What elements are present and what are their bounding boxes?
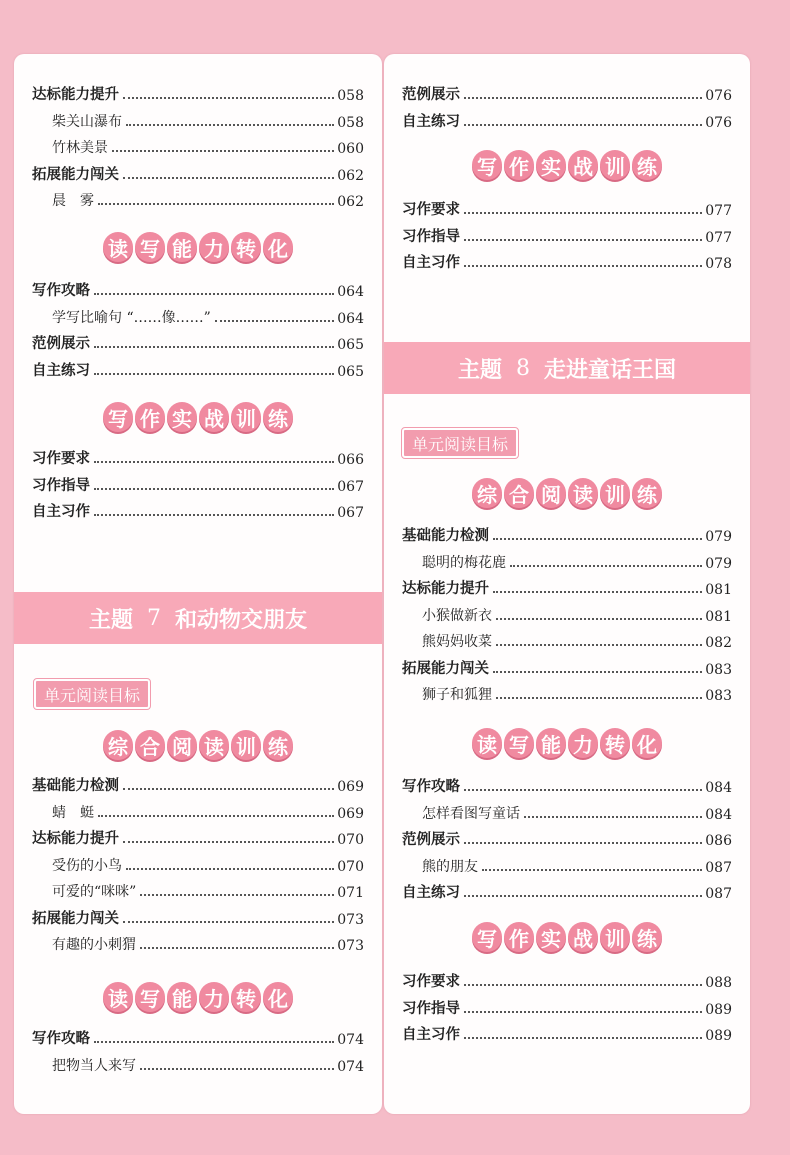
section-heading-char: 训 [600, 478, 630, 508]
toc-entry-page: 076 [705, 88, 732, 104]
dot-leader [140, 947, 334, 949]
toc-entry-title: 习作指导 [402, 228, 460, 245]
toc-entry [32, 80, 364, 104]
toc-entry [32, 771, 364, 795]
toc-entry-page: 065 [337, 363, 364, 380]
toc-entry-title: 达标能力提升 [402, 581, 489, 597]
toc-entry-page: 083 [705, 661, 732, 678]
section-heading-char: 转 [231, 982, 261, 1012]
toc-entry [422, 627, 732, 651]
toc-entry [402, 1020, 732, 1044]
toc-entry [32, 824, 364, 848]
toc-entry-page: 062 [337, 167, 364, 184]
toc-entry [32, 497, 364, 521]
toc-entry-page: 073 [337, 911, 364, 928]
section-heading-char: 练 [632, 922, 662, 952]
toc-entry-title: 狮子和狐狸 [422, 687, 492, 703]
dot-leader [524, 816, 702, 818]
section-heading-char: 读 [199, 730, 229, 760]
toc-entry-page: 062 [337, 194, 364, 210]
toc-entry-page: 078 [705, 256, 732, 272]
toc-entry [52, 186, 364, 210]
section-heading-char: 化 [263, 982, 293, 1012]
toc-entry-page: 070 [337, 832, 364, 848]
section-heading-char: 合 [504, 478, 534, 508]
toc-entry [52, 303, 364, 327]
section-heading [384, 728, 750, 758]
dot-leader [493, 591, 702, 593]
section-heading [14, 402, 382, 432]
toc-entry-page: 064 [337, 284, 364, 300]
section-heading-char: 训 [600, 150, 630, 180]
theme-prefix: 主题 [457, 357, 502, 383]
section-heading-char: 能 [536, 728, 566, 758]
section-heading-char: 作 [135, 402, 165, 432]
dot-leader [464, 842, 702, 844]
toc-entry-title: 受伤的小鸟 [52, 857, 122, 874]
toc-entry-page: 058 [337, 88, 364, 104]
toc-entry [402, 107, 732, 131]
toc-entry-page: 071 [337, 885, 364, 901]
right-toc-panel [384, 54, 750, 1114]
dot-leader [94, 461, 334, 463]
dot-leader [464, 212, 702, 214]
toc-entry-title: 习作要求 [32, 451, 90, 467]
section-heading-char: 战 [568, 922, 598, 952]
toc-entry [52, 133, 364, 157]
section-heading-char: 阅 [167, 730, 197, 760]
toc-entry-title: 习作要求 [402, 974, 460, 990]
section-heading-char: 练 [632, 150, 662, 180]
toc-entry [32, 904, 364, 928]
toc-entry-title: 蜻 蜓 [52, 804, 94, 821]
toc-entry-title: 自主习作 [32, 504, 90, 520]
section-heading-char: 能 [167, 982, 197, 1012]
toc-entry-page: 074 [337, 1058, 364, 1075]
toc-entry-title: 范例展示 [402, 832, 460, 848]
dot-leader [123, 177, 334, 179]
toc-entry-page: 066 [337, 452, 364, 468]
toc-entry-title: 写作攻略 [32, 283, 90, 299]
toc-entry-page: 089 [705, 1028, 732, 1044]
toc-entry [402, 195, 732, 219]
toc-entry [32, 276, 364, 300]
theme-number: 8 [516, 355, 530, 381]
toc-entry-title: 学写比喻句 “……像……” [52, 309, 211, 326]
toc-entry [402, 772, 732, 796]
dot-leader [123, 97, 334, 99]
dot-leader [493, 538, 702, 540]
theme-8-banner [384, 342, 750, 394]
dot-leader [464, 984, 702, 986]
dot-leader [496, 644, 702, 646]
toc-entry-page: 089 [705, 1001, 732, 1018]
dot-leader [98, 203, 334, 205]
dot-leader [464, 1037, 702, 1039]
dot-leader [123, 841, 334, 843]
section-heading-char: 训 [600, 922, 630, 952]
dot-leader [140, 1068, 334, 1070]
dot-leader [123, 921, 334, 923]
toc-entry-page: 081 [705, 582, 732, 598]
toc-entry-page: 079 [705, 529, 732, 545]
toc-entry-title: 熊妈妈收菜 [422, 634, 492, 650]
section-heading-char: 读 [472, 728, 502, 758]
dot-leader [464, 265, 702, 267]
toc-entry-title: 小猴做新衣 [422, 607, 492, 624]
section-heading-char: 阅 [536, 478, 566, 508]
section-heading [384, 150, 750, 180]
toc-entry-title: 基础能力检测 [402, 528, 489, 544]
toc-entry [422, 680, 732, 704]
section-heading-char: 练 [632, 478, 662, 508]
toc-entry [32, 1024, 364, 1048]
theme-prefix: 主题 [88, 607, 133, 633]
dot-leader [464, 97, 702, 99]
toc-entry-page: 081 [705, 608, 732, 625]
toc-entry-page: 070 [337, 858, 364, 875]
section-heading-char: 力 [568, 728, 598, 758]
section-heading-char: 综 [103, 730, 133, 760]
toc-entry-page: 087 [705, 859, 732, 876]
toc-entry-title: 熊的朋友 [422, 858, 478, 875]
section-heading-char: 综 [472, 478, 502, 508]
section-heading-char: 读 [103, 232, 133, 262]
section-heading-char: 实 [536, 922, 566, 952]
toc-entry-title: 写作攻略 [402, 779, 460, 795]
section-heading-char: 作 [504, 922, 534, 952]
right-toc-list [384, 54, 750, 1114]
dot-leader [510, 565, 702, 567]
section-heading [14, 730, 382, 760]
section-heading-char: 练 [263, 730, 293, 760]
dot-leader [94, 514, 334, 516]
left-toc-list [14, 54, 382, 1114]
toc-entry [402, 994, 732, 1018]
dot-leader [94, 488, 334, 490]
toc-entry [402, 574, 732, 598]
toc-entry-page: 064 [337, 310, 364, 327]
toc-entry-page: 060 [337, 141, 364, 157]
toc-entry [402, 80, 732, 104]
dot-leader [464, 895, 702, 897]
toc-entry-page: 065 [337, 337, 364, 353]
left-toc-panel [14, 54, 382, 1114]
toc-entry [402, 248, 732, 272]
toc-entry-title: 聪明的梅花鹿 [422, 554, 506, 571]
dot-leader [98, 815, 334, 817]
section-heading-char: 写 [135, 232, 165, 262]
section-heading-char: 训 [231, 402, 261, 432]
dot-leader [123, 788, 334, 790]
toc-entry-page: 082 [705, 635, 732, 651]
section-heading-char: 写 [135, 982, 165, 1012]
toc-entry-page: 067 [337, 478, 364, 495]
toc-entry-page: 076 [705, 114, 732, 131]
toc-entry [32, 329, 364, 353]
section-heading-char: 战 [199, 402, 229, 432]
section-heading-char: 读 [103, 982, 133, 1012]
toc-entry [52, 851, 364, 875]
toc-entry-title: 基础能力检测 [32, 778, 119, 794]
toc-entry-title: 柴关山瀑布 [52, 113, 122, 130]
section-heading-char: 写 [472, 922, 502, 952]
toc-entry [402, 878, 732, 902]
toc-entry-title: 达标能力提升 [32, 831, 119, 847]
toc-entry-page: 073 [337, 938, 364, 954]
toc-entry [52, 877, 364, 901]
section-heading-char: 实 [536, 150, 566, 180]
theme-number: 7 [147, 605, 161, 631]
toc-entry-title: 自主习作 [402, 255, 460, 271]
toc-entry-page: 069 [337, 805, 364, 822]
toc-entry [422, 601, 732, 625]
section-heading-char: 化 [263, 232, 293, 262]
section-heading-char: 写 [472, 150, 502, 180]
toc-entry-title: 有趣的小刺猬 [52, 937, 136, 953]
toc-entry-title: 达标能力提升 [32, 87, 119, 103]
toc-entry-title: 怎样看图写童话 [422, 805, 520, 822]
toc-entry-page: 087 [705, 886, 732, 902]
toc-entry [52, 107, 364, 131]
toc-entry [422, 548, 732, 572]
toc-entry-title: 竹林美景 [52, 140, 108, 156]
toc-entry-title: 晨 雾 [52, 193, 94, 209]
dot-leader [464, 124, 702, 126]
dot-leader [493, 671, 702, 673]
dot-leader [482, 869, 702, 871]
theme-name: 和动物交朋友 [175, 607, 308, 633]
section-heading [14, 232, 382, 262]
dot-leader [464, 789, 702, 791]
toc-entry [402, 825, 732, 849]
toc-entry-title: 自主练习 [402, 885, 460, 901]
section-heading-char: 化 [632, 728, 662, 758]
toc-entry-page: 067 [337, 505, 364, 521]
toc-entry [52, 1051, 364, 1075]
toc-entry-page: 084 [705, 806, 732, 823]
toc-entry-page: 084 [705, 780, 732, 796]
toc-entry-title: 可爱的“咪咪” [52, 884, 137, 900]
toc-entry-title: 拓展能力闯关 [402, 660, 489, 677]
dot-leader [496, 697, 702, 699]
toc-entry [402, 521, 732, 545]
toc-entry-title: 自主习作 [402, 1027, 460, 1043]
section-heading [384, 478, 750, 508]
section-heading-char: 转 [600, 728, 630, 758]
toc-entry [402, 222, 732, 246]
unit-reading-goal-label: 单元阅读目标 [34, 679, 150, 709]
section-heading-char: 实 [167, 402, 197, 432]
section-heading-char: 力 [199, 982, 229, 1012]
toc-entry-title: 拓展能力闯关 [32, 166, 119, 183]
toc-entry [422, 852, 732, 876]
toc-entry [52, 798, 364, 822]
toc-entry [52, 930, 364, 954]
theme-name: 走进童话王国 [544, 357, 677, 383]
section-heading-char: 写 [504, 728, 534, 758]
section-heading-char: 练 [263, 402, 293, 432]
toc-entry-title: 范例展示 [32, 336, 90, 352]
toc-entry-title: 习作指导 [402, 1000, 460, 1017]
toc-entry [402, 967, 732, 991]
dot-leader [126, 868, 334, 870]
toc-entry-title: 自主练习 [402, 113, 460, 130]
dot-leader [496, 618, 702, 620]
dot-leader [126, 124, 334, 126]
theme-7-banner [14, 592, 382, 644]
section-heading-char: 合 [135, 730, 165, 760]
toc-entry-title: 写作攻略 [32, 1031, 90, 1047]
toc-entry-page: 058 [337, 114, 364, 131]
toc-entry-title: 习作指导 [32, 477, 90, 494]
section-heading-char: 训 [231, 730, 261, 760]
section-heading-char: 作 [504, 150, 534, 180]
toc-entry-title: 范例展示 [402, 87, 460, 103]
dot-leader [215, 320, 335, 322]
toc-entry-title: 习作要求 [402, 202, 460, 218]
toc-entry [32, 471, 364, 495]
toc-entry-page: 074 [337, 1032, 364, 1048]
dot-leader [94, 346, 334, 348]
dot-leader [464, 239, 702, 241]
section-heading [14, 982, 382, 1012]
toc-entry-page: 083 [705, 688, 732, 704]
toc-entry [402, 654, 732, 678]
section-heading-char: 读 [568, 478, 598, 508]
toc-entry-page: 077 [705, 203, 732, 219]
toc-entry [32, 160, 364, 184]
unit-reading-goal-label: 单元阅读目标 [402, 428, 518, 458]
toc-entry-page: 077 [705, 229, 732, 246]
section-heading-char: 力 [199, 232, 229, 262]
toc-entry-page: 069 [337, 779, 364, 795]
dot-leader [112, 150, 334, 152]
toc-entry-title: 把物当人来写 [52, 1057, 136, 1074]
toc-entry [32, 444, 364, 468]
toc-entry-title: 自主练习 [32, 362, 90, 379]
toc-entry-page: 086 [705, 833, 732, 849]
dot-leader [464, 1011, 702, 1013]
dot-leader [94, 373, 334, 375]
section-heading [384, 922, 750, 952]
dot-leader [140, 894, 334, 896]
toc-entry [422, 799, 732, 823]
toc-entry-title: 拓展能力闯关 [32, 910, 119, 927]
dot-leader [94, 293, 334, 295]
toc-entry-page: 088 [705, 975, 732, 991]
section-heading-char: 战 [568, 150, 598, 180]
dot-leader [94, 1041, 334, 1043]
section-heading-char: 写 [103, 402, 133, 432]
section-heading-char: 转 [231, 232, 261, 262]
section-heading-char: 能 [167, 232, 197, 262]
toc-entry-page: 079 [705, 555, 732, 572]
toc-entry [32, 356, 364, 380]
